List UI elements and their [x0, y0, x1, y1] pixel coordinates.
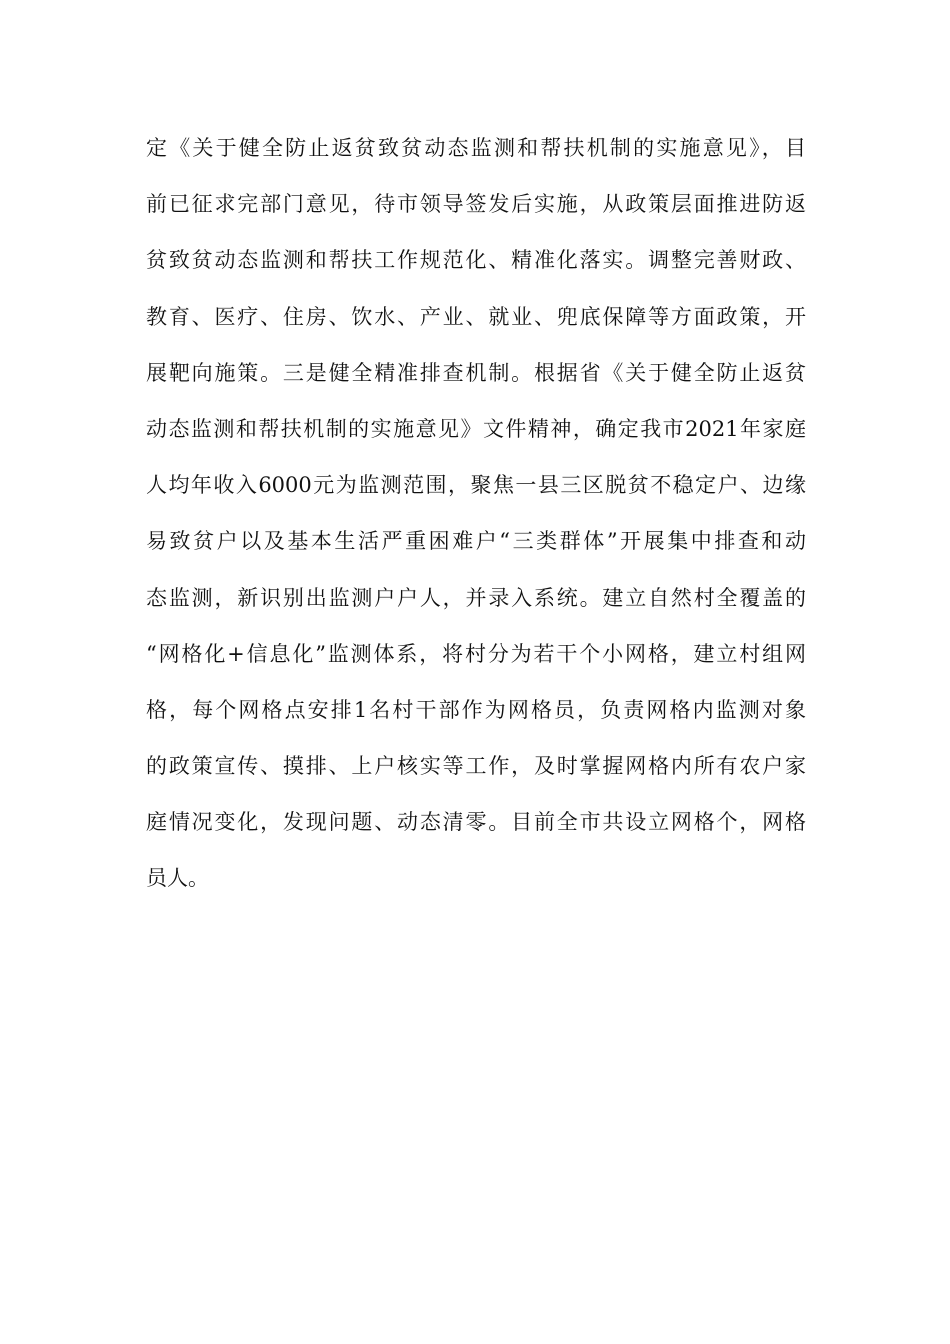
text-line: 态监测，新识别出监测户户人，并录入系统。建立自然村全覆盖的 — [146, 585, 806, 610]
text-line: 教育、医疗、住房、饮水、产业、就业、兜底保障等方面政策，开 — [146, 304, 806, 329]
text-line: 员人。 — [146, 866, 209, 891]
text-line: 前已征求完部门意见，待市领导签发后实施，从政策层面推进防返 — [146, 192, 806, 217]
text-line: 庭情况变化，发现问题、动态清零。目前全市共设立网格个，网格 — [146, 810, 806, 835]
text-line: 易致贫户以及基本生活严重困难户“三类群体”开展集中排查和动 — [146, 529, 806, 554]
text-line: 人均年收入6000元为监测范围，聚焦一县三区脱贫不稳定户、边缘 — [146, 473, 806, 498]
text-line: 动态监测和帮扶机制的实施意见》文件精神，确定我市2021年家庭 — [146, 416, 806, 441]
text-line: 的政策宣传、摸排、上户核实等工作，及时掌握网格内所有农户家 — [146, 754, 806, 779]
text-line: “网格化+信息化”监测体系，将村分为若干个小网格，建立村组网 — [146, 641, 806, 666]
text-line: 贫致贫动态监测和帮扶工作规范化、精准化落实。调整完善财政、 — [146, 248, 806, 273]
body-text — [146, 128, 806, 915]
text-line: 格，每个网格点安排1名村干部作为网格员，负责网格内监测对象 — [146, 697, 806, 722]
text-line: 定《关于健全防止返贫致贫动态监测和帮扶机制的实施意见》，目 — [146, 136, 806, 160]
text-line: 展靶向施策。三是健全精准排查机制。根据省《关于健全防止返贫 — [146, 360, 806, 385]
